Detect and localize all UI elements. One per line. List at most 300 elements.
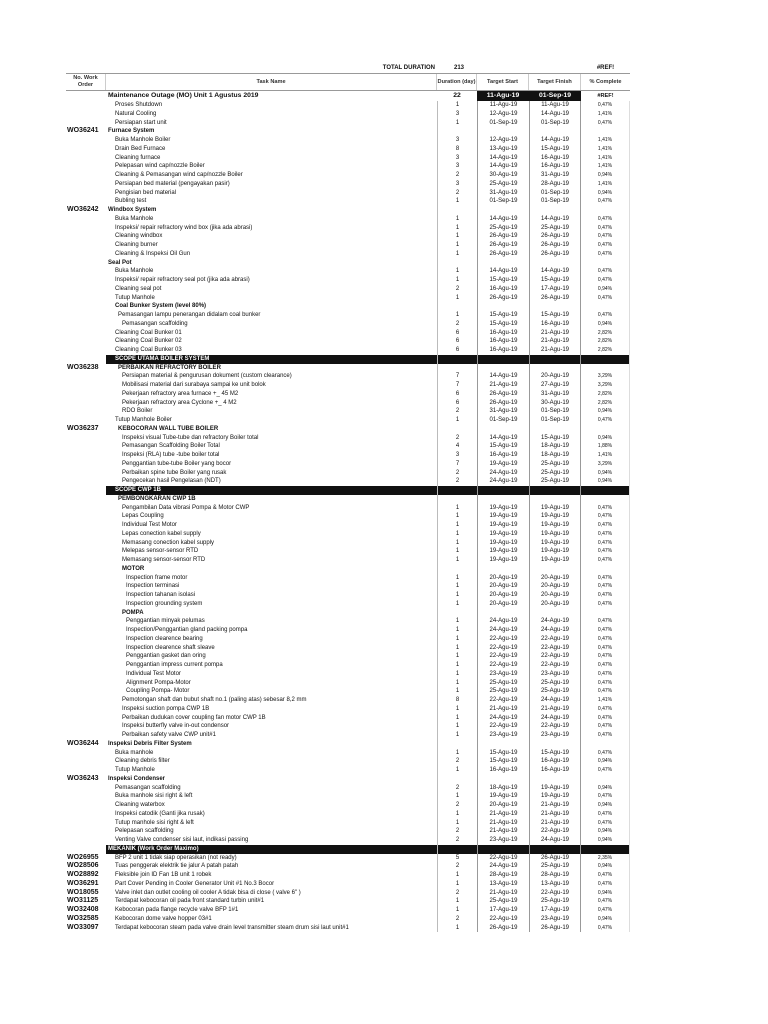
percent-complete-cell: 0,47% <box>581 871 630 880</box>
percent-complete-cell <box>581 565 630 574</box>
percent-complete-cell: 1,41% <box>581 110 630 119</box>
task-row <box>66 862 630 871</box>
work-order-cell <box>66 556 106 565</box>
work-order-cell <box>66 766 106 775</box>
task-name-cell: Part Cover Pending in Cooler Generator Unit #1 No.3 Bocor <box>115 880 275 887</box>
task-name-cell: BFP 2 unit 1 tidak siap operasikan (not ready) <box>115 854 237 861</box>
section-header-row <box>66 302 630 311</box>
target-start-cell: 13-Agu-19 <box>477 880 529 889</box>
target-start-cell <box>477 355 529 364</box>
target-start-cell: 16-Agu-19 <box>477 766 529 775</box>
percent-complete-cell: 0,94% <box>581 469 630 478</box>
task-name-cell: Tutup Manhole Boiler <box>115 417 172 423</box>
target-start-cell: 15-Agu-19 <box>477 311 529 320</box>
work-order-cell <box>66 154 106 163</box>
work-order-cell <box>66 346 106 355</box>
task-row <box>66 731 630 740</box>
work-order-cell: WO31125 <box>67 897 99 905</box>
target-start-cell <box>477 845 529 854</box>
task-name-cell: Tutup manhole sisi right & left <box>115 819 194 826</box>
percent-complete-cell <box>581 740 630 749</box>
percent-complete-cell: 0,47% <box>581 512 630 521</box>
work-order-cell <box>66 407 106 416</box>
work-order-cell <box>66 757 106 766</box>
percent-complete-cell: 1,88% <box>581 442 630 451</box>
duration-cell: 2 <box>437 477 477 486</box>
target-start-cell: 28-Agu-19 <box>477 871 529 880</box>
task-name-cell: Terdapat kebocoran oil pada front standard turbin unit#1 <box>115 898 265 905</box>
duration-cell: 1 <box>437 250 477 259</box>
task-name-cell: Inspeksi Debris Filter System <box>108 740 192 747</box>
percent-complete-cell <box>581 206 630 215</box>
duration-cell: 8 <box>437 696 477 705</box>
target-finish-cell: 21-Agu-19 <box>529 801 581 810</box>
target-finish-cell: 15-Agu-19 <box>529 749 581 758</box>
target-finish-cell: 16-Agu-19 <box>529 154 581 163</box>
duration-cell: 3 <box>437 451 477 460</box>
duration-cell <box>437 127 477 136</box>
target-finish-cell: 15-Agu-19 <box>529 434 581 443</box>
task-name-cell: Cleaning Coal Bunker 01 <box>115 329 182 336</box>
target-finish-cell: 21-Agu-19 <box>529 810 581 819</box>
duration-cell: 1 <box>437 679 477 688</box>
target-finish-cell: 19-Agu-19 <box>529 539 581 548</box>
target-start-cell: 19-Agu-19 <box>477 547 529 556</box>
target-finish-cell: 21-Agu-19 <box>529 337 581 346</box>
col-header-target-start: Target Start <box>477 74 529 90</box>
target-start-cell: 14-Agu-19 <box>477 372 529 381</box>
task-name-cell: Cleaning burner <box>115 242 158 248</box>
work-order-cell <box>66 259 106 268</box>
target-finish-cell: 25-Agu-19 <box>529 469 581 478</box>
target-finish-cell: 25-Agu-19 <box>529 862 581 871</box>
work-order-cell <box>66 609 106 618</box>
target-start-cell <box>477 425 529 434</box>
percent-complete-cell: 0,47% <box>581 652 630 661</box>
target-finish-cell: 16-Agu-19 <box>529 766 581 775</box>
work-order-cell <box>66 827 106 836</box>
percent-complete-cell <box>581 302 630 311</box>
percent-complete-cell: 0,47% <box>581 731 630 740</box>
target-finish-cell: 26-Agu-19 <box>529 924 581 933</box>
work-order-cell <box>66 504 106 513</box>
percent-complete-cell: 0,94% <box>581 784 630 793</box>
task-row <box>66 644 630 653</box>
duration-cell <box>437 206 477 215</box>
duration-cell <box>437 302 477 311</box>
percent-complete-cell: 0,47% <box>581 635 630 644</box>
duration-cell: 2 <box>437 784 477 793</box>
ref-error-cell: #REF! <box>596 65 615 71</box>
task-row <box>66 600 630 609</box>
task-row <box>66 407 630 416</box>
duration-cell: 1 <box>437 670 477 679</box>
task-row <box>66 232 630 241</box>
target-finish-cell <box>529 845 581 854</box>
duration-cell: 1 <box>437 687 477 696</box>
duration-cell: 1 <box>437 530 477 539</box>
duration-cell: 1 <box>437 644 477 653</box>
percent-complete-cell: 0,47% <box>581 687 630 696</box>
total-duration-label: TOTAL DURATION <box>382 65 435 71</box>
duration-cell: 3 <box>437 180 477 189</box>
target-finish-cell: 31-Agu-19 <box>529 171 581 180</box>
work-order-cell <box>66 749 106 758</box>
duration-cell: 1 <box>437 617 477 626</box>
work-order-cell <box>66 355 106 364</box>
duration-cell: 1 <box>437 556 477 565</box>
target-finish-cell: 26-Agu-19 <box>529 250 581 259</box>
target-start-cell: 24-Agu-19 <box>477 714 529 723</box>
task-row <box>66 591 630 600</box>
work-order-cell <box>66 521 106 530</box>
duration-cell: 2 <box>437 915 477 924</box>
target-finish-cell: 26-Agu-19 <box>529 232 581 241</box>
work-order-cell <box>66 434 106 443</box>
work-order-cell <box>66 469 106 478</box>
percent-complete-cell: 0,94% <box>581 915 630 924</box>
target-start-cell: 19-Agu-19 <box>477 521 529 530</box>
column-header-row <box>66 73 630 91</box>
task-row <box>66 110 630 119</box>
task-row <box>66 241 630 250</box>
task-name-cell: Individual Test Motor <box>126 670 181 677</box>
work-order-cell <box>66 145 106 154</box>
percent-complete-cell: 0,94% <box>581 407 630 416</box>
task-row <box>66 294 630 303</box>
task-name-cell: Persiapan start unit <box>115 119 167 126</box>
percent-complete-cell: 0,47% <box>581 714 630 723</box>
percent-complete-cell: 0,94% <box>581 285 630 294</box>
task-name-cell: POMPA <box>122 609 144 616</box>
section-header-row <box>66 495 630 504</box>
work-order-cell <box>66 162 106 171</box>
duration-cell: 7 <box>437 372 477 381</box>
target-finish-cell: 16-Agu-19 <box>529 757 581 766</box>
duration-cell: 6 <box>437 329 477 338</box>
percent-complete-cell: 0,47% <box>581 241 630 250</box>
target-finish-cell: 31-Agu-19 <box>529 390 581 399</box>
duration-cell: 1 <box>437 871 477 880</box>
task-name-cell: Kebocoran pada flange recycle valve BFP 1#1 <box>115 907 239 913</box>
target-start-cell: 22-Agu-19 <box>477 854 529 863</box>
target-finish-cell: 16-Agu-19 <box>529 162 581 171</box>
target-finish-cell: 01-Sep-19 <box>529 189 581 198</box>
target-finish-cell: 28-Agu-19 <box>529 180 581 189</box>
target-start-cell: 23-Agu-19 <box>477 731 529 740</box>
target-start-cell: 19-Agu-19 <box>477 792 529 801</box>
target-start-cell: 14-Agu-19 <box>477 434 529 443</box>
duration-cell: 2 <box>437 889 477 898</box>
duration-cell: 1 <box>437 731 477 740</box>
task-name-cell: Buka manhole sisi right & left <box>115 793 193 800</box>
target-finish-cell: 30-Agu-19 <box>529 399 581 408</box>
percent-complete-cell: 2,82% <box>581 337 630 346</box>
target-start-cell: 15-Agu-19 <box>477 320 529 329</box>
task-row <box>66 714 630 723</box>
duration-cell: 6 <box>437 346 477 355</box>
target-finish-cell: 26-Agu-19 <box>529 241 581 250</box>
task-row <box>66 215 630 224</box>
target-finish-cell <box>529 355 581 364</box>
duration-cell: 6 <box>437 399 477 408</box>
target-start-cell: 25-Agu-19 <box>477 687 529 696</box>
target-finish-cell: 14-Agu-19 <box>529 267 581 276</box>
target-start-cell: 24-Agu-19 <box>477 862 529 871</box>
target-start-cell: 12-Agu-19 <box>477 110 529 119</box>
task-name-cell: Tutup Manhole <box>115 767 155 773</box>
target-start-cell: 21-Agu-19 <box>477 381 529 390</box>
target-finish-cell: 25-Agu-19 <box>529 460 581 469</box>
task-name-cell: Mobilisasi material dari surabaya sampai ke unit bolok <box>122 382 266 388</box>
target-start-cell: 14-Agu-19 <box>477 215 529 224</box>
percent-complete-cell: 0,47% <box>581 591 630 600</box>
percent-complete-cell: 0,47% <box>581 749 630 758</box>
task-name-cell: Cleaning & Inspeksi Oil Gun <box>115 250 191 257</box>
task-name-cell: Tutup Manhole <box>115 294 155 301</box>
task-name-cell: Inspection/Penggantian gland packing pompa <box>126 627 248 633</box>
task-name-cell: Windbox System <box>108 207 157 213</box>
target-start-cell: 01-Sep-19 <box>477 119 529 128</box>
percent-complete-cell: 2,82% <box>581 346 630 355</box>
task-name-cell: Penggantian gasket dan oring <box>126 653 206 660</box>
task-name-cell: Cleaning furnace <box>115 154 161 161</box>
work-order-cell <box>66 495 106 504</box>
target-start-cell: 19-Agu-19 <box>477 556 529 565</box>
target-start-cell: 15-Agu-19 <box>477 442 529 451</box>
duration-cell <box>437 740 477 749</box>
col-header-task-name: Task Name <box>106 74 437 90</box>
duration-cell <box>437 486 477 495</box>
task-row <box>66 469 630 478</box>
duration-cell: 1 <box>437 635 477 644</box>
percent-complete-cell: 2,82% <box>581 329 630 338</box>
task-name-cell: Drain Bed Furnace <box>115 145 166 152</box>
duration-cell: 1 <box>437 504 477 513</box>
duration-cell: 6 <box>437 390 477 399</box>
target-start-cell: 13-Agu-19 <box>477 145 529 154</box>
target-finish-cell: 01-Sep-19 <box>529 119 581 128</box>
task-row <box>66 547 630 556</box>
schedule-sheet <box>66 64 630 932</box>
task-row <box>66 512 630 521</box>
task-name-cell: Inspection frame motor <box>126 574 188 581</box>
duration-cell: 2 <box>437 836 477 845</box>
work-order-cell <box>66 390 106 399</box>
task-row <box>66 924 630 933</box>
target-start-cell: 24-Agu-19 <box>477 477 529 486</box>
target-start-cell: 16-Agu-19 <box>477 451 529 460</box>
task-name-cell: Valve inlet dan outlet cooling oil cooler A tidak bisa di close ( valve 6" ) <box>115 889 301 896</box>
percent-complete-cell: 0,94% <box>581 171 630 180</box>
duration-cell: 1 <box>437 591 477 600</box>
percent-complete-cell: 0,47% <box>581 556 630 565</box>
task-row <box>66 442 630 451</box>
duration-cell: 1 <box>437 626 477 635</box>
duration-cell: 1 <box>437 267 477 276</box>
task-row <box>66 154 630 163</box>
task-row <box>66 311 630 320</box>
duration-cell: 7 <box>437 460 477 469</box>
work-order-cell <box>66 285 106 294</box>
target-finish-cell <box>529 775 581 784</box>
percent-complete-cell: 0,47% <box>581 530 630 539</box>
task-row <box>66 460 630 469</box>
work-order-cell <box>66 171 106 180</box>
task-name-cell: Inspection clearence shaft sleave <box>126 644 215 651</box>
task-row <box>66 915 630 924</box>
target-finish-cell: 01-Sep-19 <box>529 416 581 425</box>
target-finish-cell <box>529 495 581 504</box>
task-name-cell: PEMBONGKARAN CWP 1B <box>118 495 196 502</box>
task-name-cell: Inspeksi (RLA) tube -tube boiler total <box>122 452 220 458</box>
target-finish-cell: 20-Agu-19 <box>529 372 581 381</box>
target-start-cell: 25-Agu-19 <box>477 224 529 233</box>
target-finish-cell: 23-Agu-19 <box>529 915 581 924</box>
task-row <box>66 477 630 486</box>
work-order-cell <box>66 714 106 723</box>
work-order-cell <box>66 696 106 705</box>
target-start-cell: 21-Agu-19 <box>477 889 529 898</box>
target-finish-cell: 24-Agu-19 <box>529 617 581 626</box>
task-row <box>66 897 630 906</box>
work-order-cell <box>66 547 106 556</box>
work-order-cell: WO28892 <box>67 871 99 878</box>
duration-cell <box>437 495 477 504</box>
target-start-cell: 30-Agu-19 <box>477 171 529 180</box>
target-start-cell: 22-Agu-19 <box>477 652 529 661</box>
duration-cell: 1 <box>437 512 477 521</box>
percent-complete-cell: 0,94% <box>581 320 630 329</box>
work-order-cell <box>66 661 106 670</box>
target-start-cell <box>477 127 529 136</box>
task-name-cell: SCOPE UTAMA BOILER SYSTEM <box>106 355 437 364</box>
duration-cell: 1 <box>437 924 477 933</box>
duration-cell <box>437 355 477 364</box>
task-name-cell: Pemotongan shaft dan bubut shaft no.1 (paling atas) sebesar 8,2 mm <box>122 697 307 703</box>
percent-complete-cell <box>581 486 630 495</box>
work-order-cell: WO33097 <box>67 923 99 931</box>
work-order-cell <box>66 451 106 460</box>
duration-cell: 1 <box>437 539 477 548</box>
task-row <box>66 687 630 696</box>
task-name-cell: Penggantian impress current pompa <box>126 662 223 668</box>
task-name-cell: MOTOR <box>122 565 145 572</box>
work-order-cell <box>66 836 106 845</box>
target-start-cell: 14-Agu-19 <box>477 162 529 171</box>
task-row <box>66 530 630 539</box>
target-finish-cell: 22-Agu-19 <box>529 652 581 661</box>
work-order-cell: WO28506 <box>67 862 99 870</box>
col-header-target-finish: Target Finish <box>529 74 581 90</box>
section-header-row <box>66 206 630 215</box>
percent-complete-cell: 0,47% <box>581 276 630 285</box>
task-name-cell: Pemasangan scaffolding <box>122 320 188 327</box>
task-row <box>66 285 630 294</box>
target-finish-cell: 19-Agu-19 <box>529 784 581 793</box>
target-start-cell <box>477 740 529 749</box>
duration-cell: 1 <box>437 819 477 828</box>
task-name-cell: Kebocoran dome valve hopper 03#1 <box>115 915 212 922</box>
target-finish-cell: 19-Agu-19 <box>529 530 581 539</box>
task-row <box>66 854 630 863</box>
task-name-cell: Inspeksi catodik (Ganti jika rusak) <box>115 810 205 817</box>
task-name-cell: Tuas penggerak elektrik tie jalur A patah patah <box>115 863 239 870</box>
work-order-cell: WO18055 <box>67 888 99 896</box>
task-name-cell: Pelepasan scaffolding <box>115 828 174 835</box>
task-row <box>66 451 630 460</box>
work-order-cell: WO36241 <box>67 127 99 135</box>
target-finish-cell: 19-Agu-19 <box>529 792 581 801</box>
duration-cell: 2 <box>437 434 477 443</box>
section-header-row <box>66 740 630 749</box>
work-order-cell <box>66 582 106 591</box>
task-name-cell: Inspection grounding system <box>126 600 203 607</box>
duration-cell <box>437 775 477 784</box>
percent-complete-cell: 0,47% <box>581 232 630 241</box>
duration-cell: 1 <box>437 294 477 303</box>
work-order-cell <box>66 705 106 714</box>
target-finish-cell: 21-Agu-19 <box>529 329 581 338</box>
duration-cell: 2 <box>437 827 477 836</box>
work-order-cell <box>66 635 106 644</box>
target-start-cell: 21-Agu-19 <box>477 810 529 819</box>
target-start-cell: 19-Agu-19 <box>477 512 529 521</box>
percent-complete-cell: 0,47% <box>581 574 630 583</box>
target-finish-cell <box>529 486 581 495</box>
section-header-row <box>66 364 630 373</box>
task-row <box>66 372 630 381</box>
percent-complete-cell: 0,47% <box>581 644 630 653</box>
target-start-cell: 19-Agu-19 <box>477 539 529 548</box>
task-name-cell: Bubling test <box>115 198 147 205</box>
target-finish-cell: 15-Agu-19 <box>529 145 581 154</box>
percent-complete-cell <box>581 364 630 373</box>
target-start-cell: 20-Agu-19 <box>477 600 529 609</box>
percent-complete-cell: 0,47% <box>581 661 630 670</box>
work-order-cell <box>66 565 106 574</box>
task-row <box>66 145 630 154</box>
target-finish-cell: 27-Agu-19 <box>529 381 581 390</box>
percent-complete-cell: 0,47% <box>581 819 630 828</box>
target-start-cell: 31-Agu-19 <box>477 407 529 416</box>
task-row <box>66 390 630 399</box>
work-order-cell <box>66 267 106 276</box>
work-order-cell <box>66 110 106 119</box>
percent-complete-cell: 0,47% <box>581 679 630 688</box>
work-order-cell <box>66 784 106 793</box>
percent-complete-cell: 2,82% <box>581 399 630 408</box>
duration-cell: 1 <box>437 582 477 591</box>
duration-cell: 2 <box>437 189 477 198</box>
spacer <box>477 64 581 73</box>
work-order-cell <box>66 197 106 206</box>
percent-complete-cell: 0,47% <box>581 504 630 513</box>
target-finish-cell: 24-Agu-19 <box>529 836 581 845</box>
task-row <box>66 766 630 775</box>
duration-cell: 1 <box>437 722 477 731</box>
work-order-cell <box>66 311 106 320</box>
task-name-cell: Cleaning windbox <box>115 233 163 240</box>
target-start-cell: 20-Agu-19 <box>477 574 529 583</box>
percent-complete-cell: 0,47% <box>581 670 630 679</box>
task-row <box>66 582 630 591</box>
percent-complete-cell: 0,47% <box>581 626 630 635</box>
percent-complete-cell: 3,29% <box>581 460 630 469</box>
duration-cell: 1 <box>437 810 477 819</box>
target-finish-cell: 20-Agu-19 <box>529 600 581 609</box>
work-order-cell <box>66 294 106 303</box>
